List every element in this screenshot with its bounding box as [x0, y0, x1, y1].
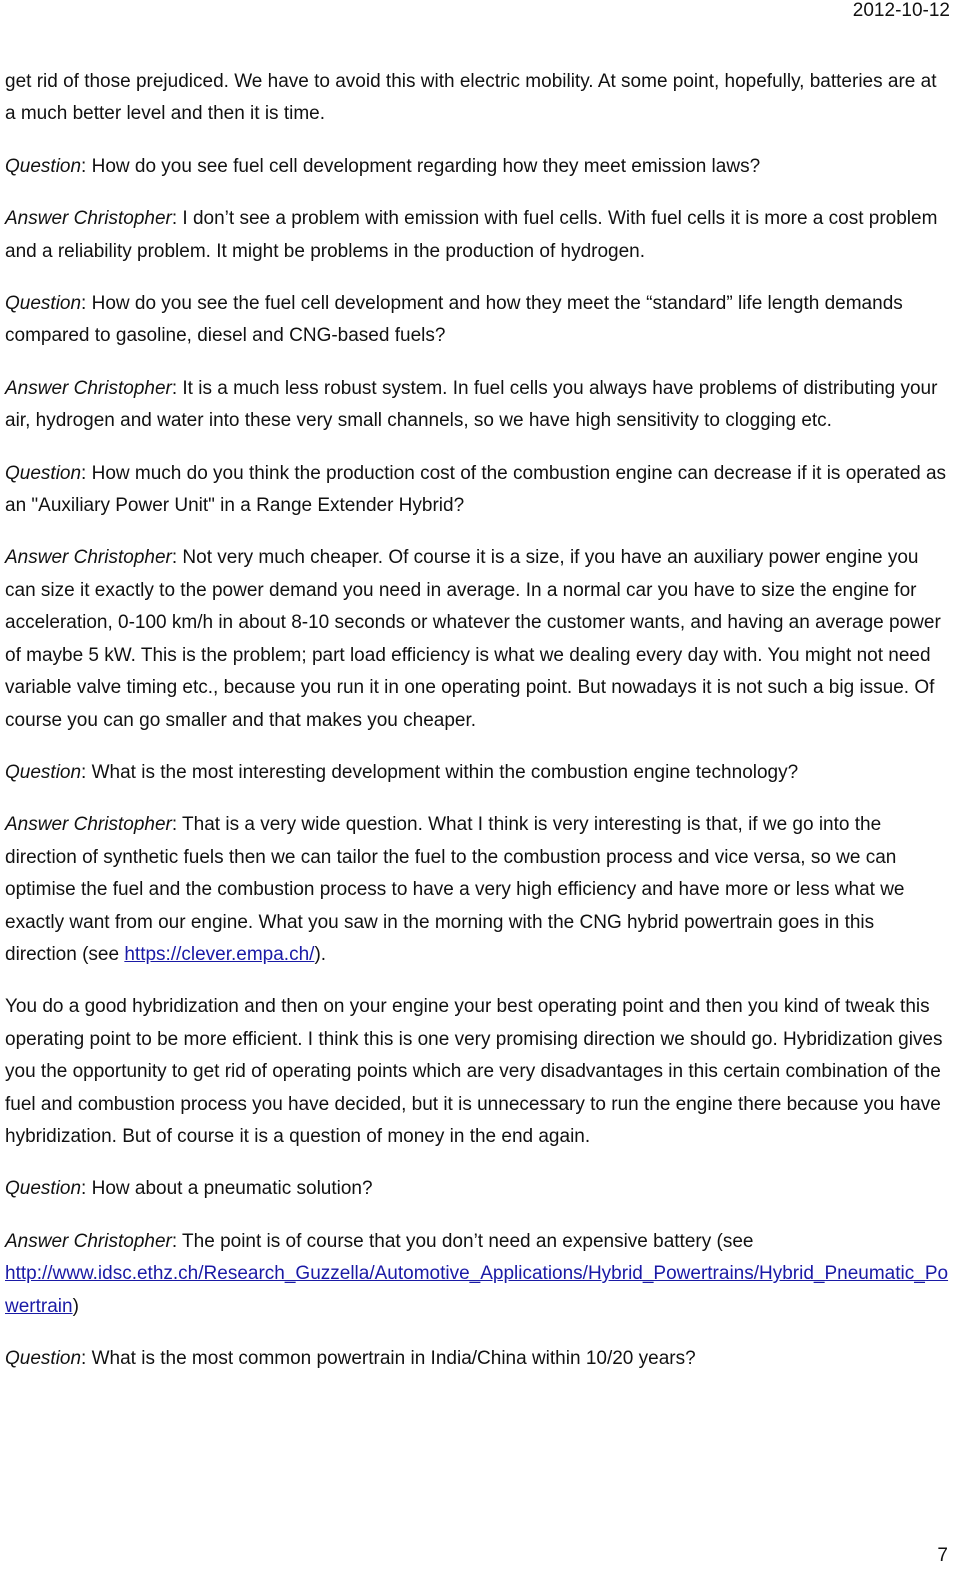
question-paragraph — [5, 288, 951, 353]
question-label: Question — [5, 761, 82, 783]
paragraph-text-content: You do a good hybridization and then on your engine your best operating point and then you kind of tweak this operating point to be more efficient. I think this is one very promising direction we should go. Hybridization gives you the opportunity to get rid of operating points which are very disadvantages in this certain combination of the fuel and combustion process you have decided, but it is unnecessary to run the engine there because you have hybridization. But of course it is a question of money in the end again. — [5, 996, 943, 1147]
document-body — [5, 66, 951, 1395]
answer-label: Answer Christopher — [5, 1230, 172, 1252]
answer-label: Answer Christopher — [5, 377, 172, 399]
question-paragraph — [5, 458, 951, 523]
question-paragraph — [5, 757, 951, 789]
answer-paragraph — [5, 542, 951, 736]
answer-paragraph — [5, 1226, 951, 1323]
paragraph-text — [5, 66, 951, 131]
question-label: Question — [5, 462, 82, 484]
question-text: : What is the most common powertrain in India/China within 10/20 years? — [81, 1348, 696, 1369]
question-text: : What is the most interesting development within the combustion engine technology? — [81, 761, 799, 783]
header-date: 2012-10-12 — [852, 0, 950, 21]
question-text: : How about a pneumatic solution? — [81, 1178, 373, 1200]
idsc-ethz-link[interactable]: http://www.idsc.ethz.ch/Research_Guzzella/Automotive_Applications/Hybrid_Powertrains/Hybrid_Pneumatic_Powertrain — [5, 1263, 949, 1317]
paragraph-text-content: get rid of those prejudiced. We have to avoid this with electric mobility. At some point, hopefully, batteries are at a much better level and then it is time. — [5, 71, 937, 125]
question-text: : How do you see fuel cell development regarding how they meet emission laws? — [81, 155, 761, 177]
answer-paragraph — [5, 203, 951, 268]
answer-text: : The point is of course that you don’t need an expensive battery (see — [171, 1230, 754, 1252]
question-text: : How do you see the fuel cell development and how they meet the “standard” life length demands compared to gasoline, diesel and CNG-based fuels? — [5, 293, 903, 347]
answer-label: Answer Christopher — [5, 208, 172, 230]
question-label: Question — [5, 155, 82, 177]
paragraph-text — [5, 991, 951, 1153]
question-label: Question — [5, 1348, 82, 1369]
page-number: 7 — [937, 1545, 948, 1566]
answer-text: : It is a much less robust system. In fuel cells you always have problems of distributing your air, hydrogen and water into these very small channels, so we have high sensitivity to clogging etc. — [5, 377, 938, 432]
question-label: Question — [5, 293, 82, 315]
answer-label: Answer Christopher — [5, 547, 172, 569]
answer-paragraph — [5, 373, 951, 438]
question-paragraph — [5, 151, 951, 183]
answer-text: : I don’t see a problem with emission with fuel cells. With fuel cells it is more a cost problem and a reliability problem. It might be problems in the production of hydrogen. — [5, 208, 938, 262]
clever-empa-link[interactable]: https://clever.empa.ch/ — [124, 943, 315, 965]
answer-text-after: ). — [314, 943, 327, 965]
answer-text-after: ) — [72, 1295, 79, 1317]
question-paragraph — [5, 1173, 951, 1205]
question-text: : How much do you think the production cost of the combustion engine can decrease if it is operated as an "Auxiliary Power Unit" in a Range Extender Hybrid? — [5, 462, 947, 517]
answer-text: : Not very much cheaper. Of course it is a size, if you have an auxiliary power engine you can size it exactly to the power demand you need in average. In a normal car you have to size the engine for acceleration, 0-100 km/h in about 8-10 seconds or whatever the customer wants, and having an average power of maybe 5 kW. This is the problem; part load efficiency is what we dealing every day with. You might not need variable valve timing etc., because you run it in one operating point. But nowadays it is not such a big issue. Of course you can go smaller and that makes you cheaper. — [5, 547, 941, 731]
answer-paragraph — [5, 809, 951, 971]
question-label: Question — [5, 1178, 82, 1200]
answer-text: : That is a very wide question. What I think is very interesting is that, if we go into the direction of synthetic fuels then we can tailor the fuel to the combustion process and vice versa, so we can optimise the fuel and the combustion process to have a very high efficiency and have more or less what we exactly want from our engine. What you saw in the morning with the CNG hybrid powertrain goes in this direction (see — [5, 814, 905, 965]
question-paragraph — [5, 1343, 951, 1375]
answer-label: Answer Christopher — [5, 814, 172, 836]
